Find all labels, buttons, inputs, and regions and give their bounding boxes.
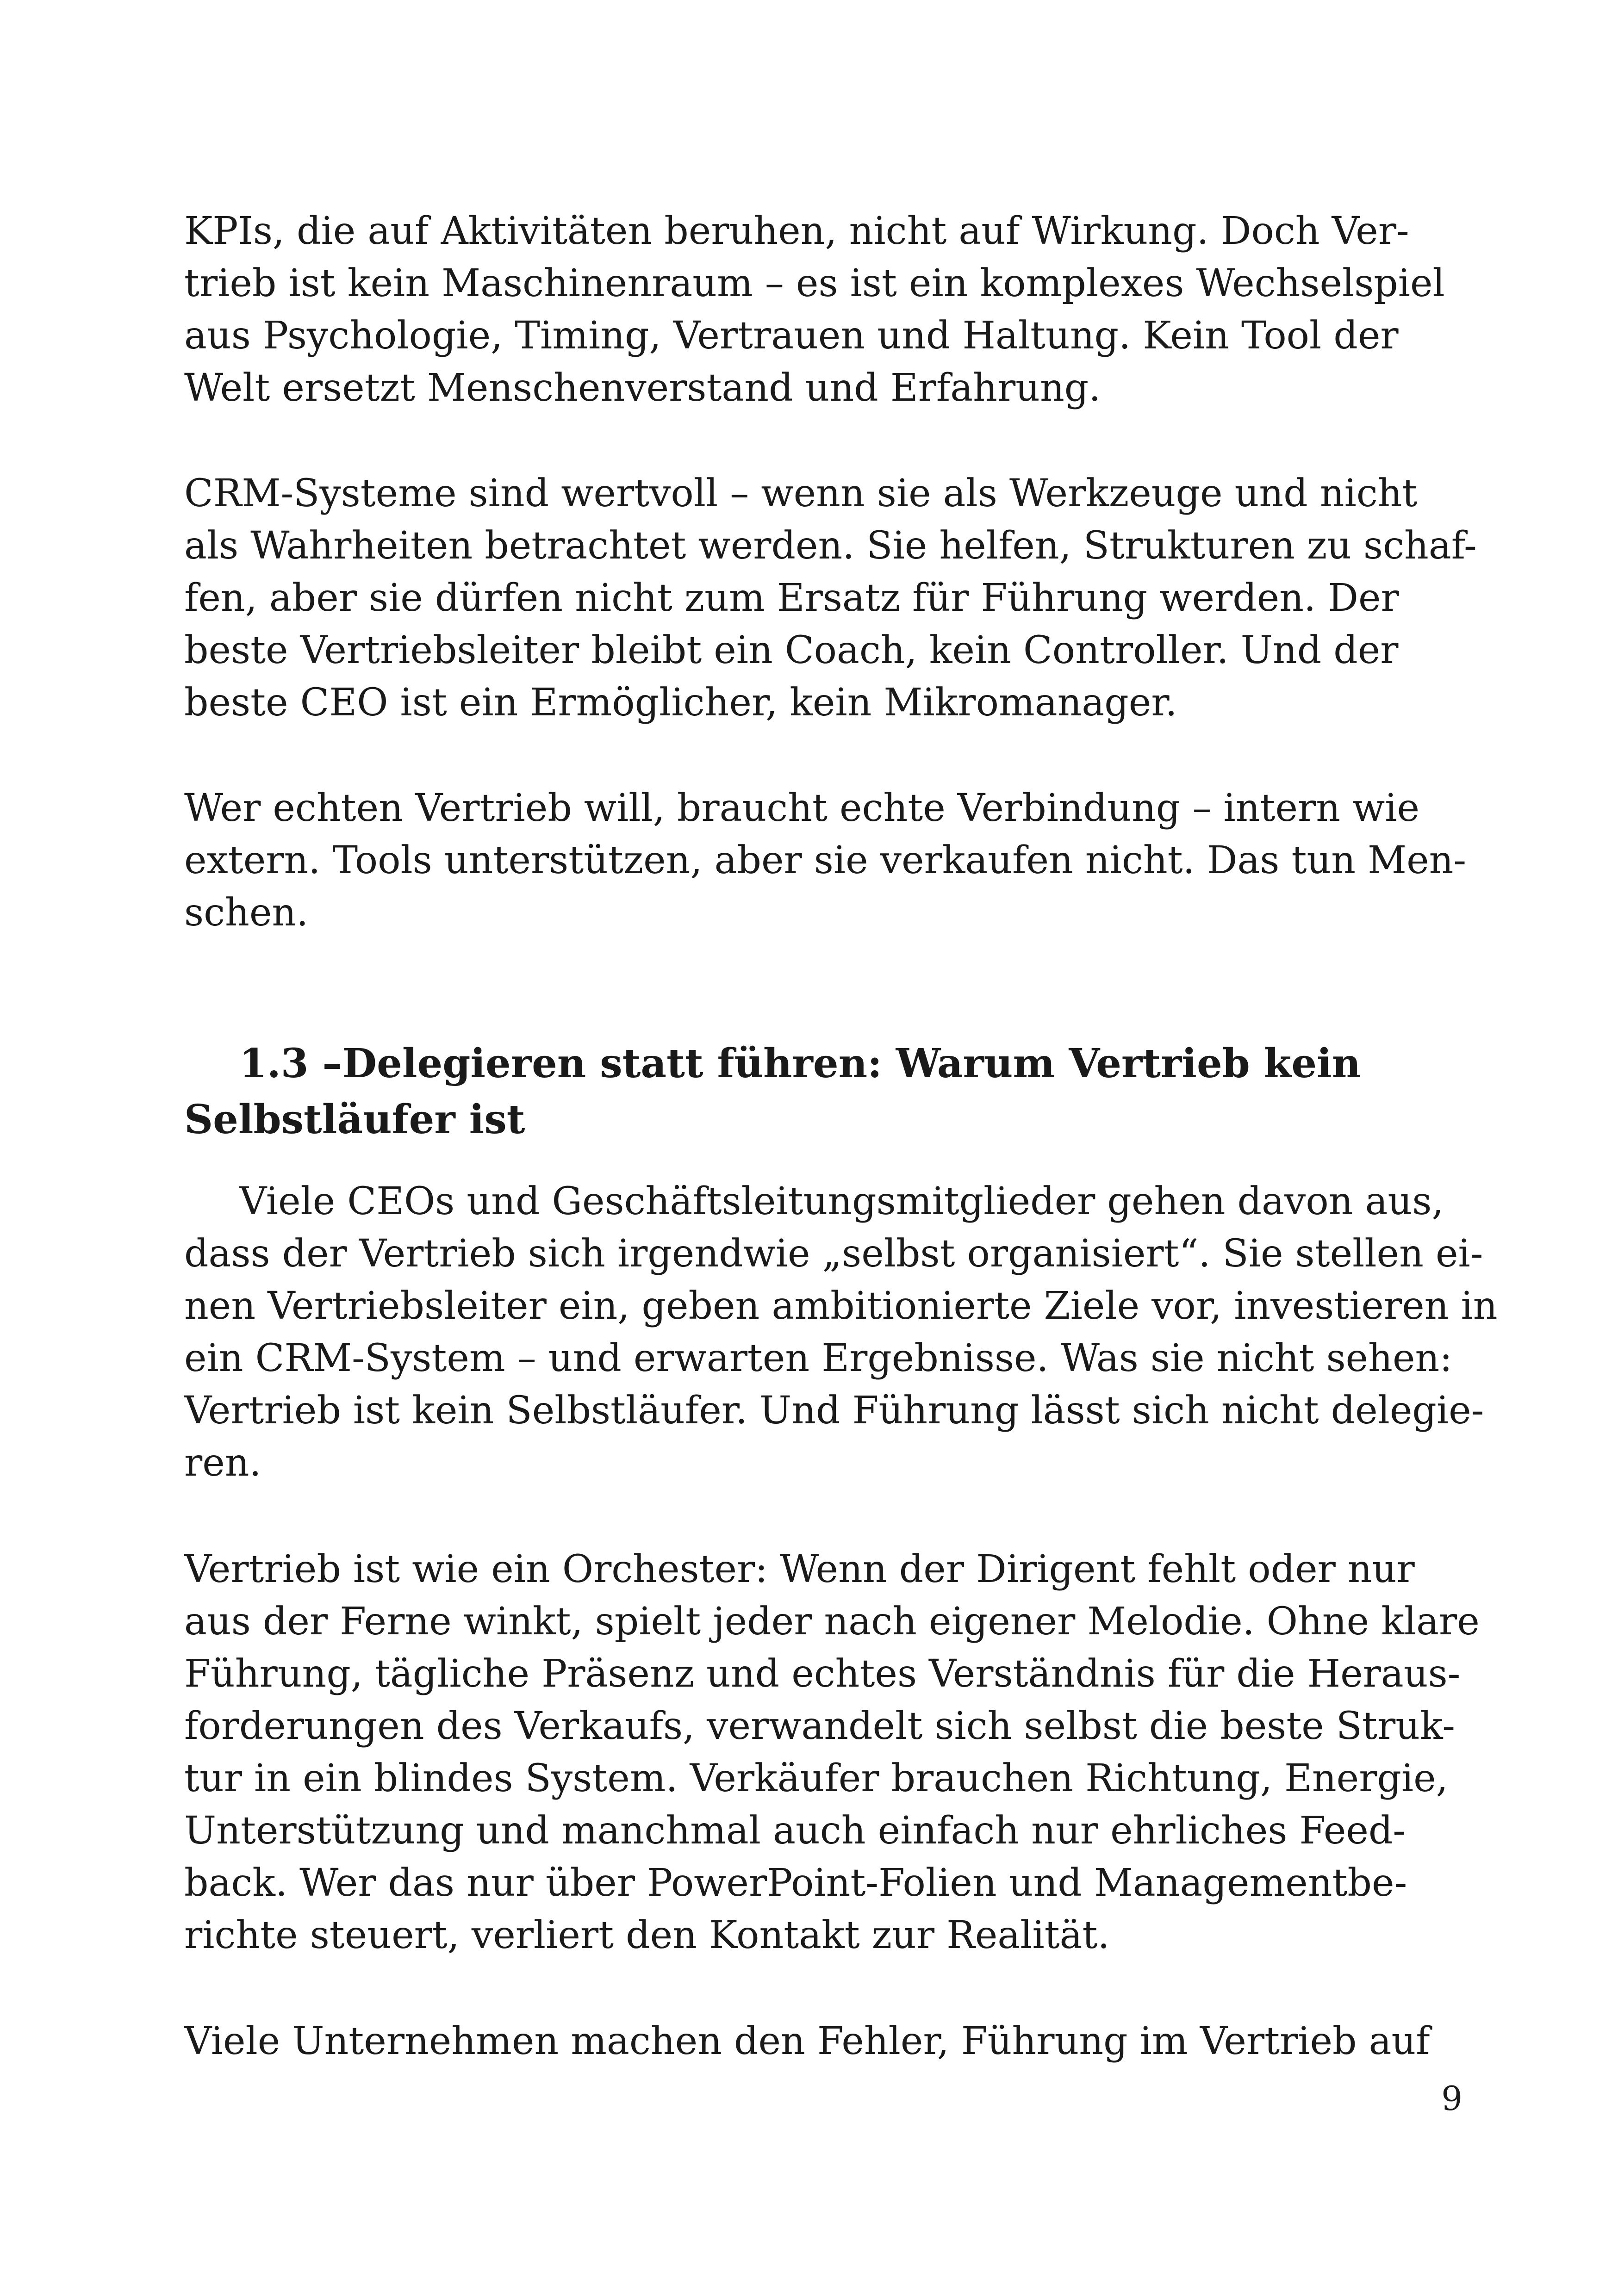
paragraph-5 [184, 1543, 1480, 1961]
text-line: Wer echten Vertrieb will, braucht echte Verbindung – intern wie [184, 786, 1420, 830]
text-line: KPIs, die auf Aktivitäten beruhen, nicht auf Wirkung. Doch Ver- [184, 209, 1409, 253]
text-line: beste CEO ist ein Ermöglicher, kein Mikromanager. [184, 681, 1177, 725]
text-line: Welt ersetzt Menschenverstand und Erfahrung. [184, 366, 1101, 410]
paragraph-1 [184, 205, 1462, 414]
text-line: Vertrieb ist kein Selbstläufer. Und Führung lässt sich nicht delegie- [184, 1389, 1484, 1433]
text-line: tur in ein blindes System. Verkäufer brauchen Richtung, Energie, [184, 1756, 1448, 1800]
text-line: back. Wer das nur über PowerPoint-Folien und Managementbe- [184, 1861, 1407, 1905]
text-line: Vertrieb ist wie ein Orchester: Wenn der Dirigent fehlt oder nur [184, 1547, 1415, 1591]
text-line: schen. [184, 891, 309, 935]
paragraph-4 [184, 1175, 1498, 1489]
text-line: aus der Ferne winkt, spielt jeder nach eigener Melodie. Ohne klare [184, 1600, 1480, 1644]
paragraph-6 [184, 2015, 1462, 2067]
section-heading [184, 1036, 1462, 1148]
text-line: richte steuert, verliert den Kontakt zur Realität. [184, 1913, 1110, 1957]
text-line: aus Psychologie, Timing, Vertrauen und Haltung. Kein Tool der [184, 314, 1399, 358]
text-line: beste Vertriebsleiter bleibt ein Coach, kein Controller. Und der [184, 628, 1399, 672]
text-line: forderungen des Verkaufs, verwandelt sich selbst die beste Struk- [184, 1704, 1455, 1748]
text-line: als Wahrheiten betrachtet werden. Sie helfen, Strukturen zu schaf- [184, 524, 1477, 568]
text-line: Viele CEOs und Geschäftsleitungsmitglieder gehen davon aus, [239, 1179, 1444, 1223]
text-line: fen, aber sie dürfen nicht zum Ersatz für Führung werden. Der [184, 576, 1399, 620]
text-line: extern. Tools unterstützen, aber sie verkaufen nicht. Das tun Men- [184, 838, 1467, 882]
text-line: Viele Unternehmen machen den Fehler, Führung im Vertrieb auf [184, 2019, 1430, 2063]
text-line: Führung, tägliche Präsenz und echtes Verständnis für die Heraus- [184, 1652, 1461, 1696]
text-line: ren. [184, 1441, 261, 1485]
text-line: CRM-Systeme sind wertvoll – wenn sie als Werkzeuge und nicht [184, 472, 1418, 515]
text-line: ein CRM-System – und erwarten Ergebnisse. Was sie nicht sehen: [184, 1336, 1452, 1380]
heading-line: Selbstläufer ist [184, 1096, 525, 1143]
text-line: Unterstützung und manchmal auch einfach nur ehrliches Feed- [184, 1809, 1406, 1853]
text-line: nen Vertriebsleiter ein, geben ambitionierte Ziele vor, investieren in [184, 1284, 1498, 1328]
page-number: 9 [1441, 2079, 1462, 2118]
paragraph-3 [184, 782, 1467, 939]
text-line: dass der Vertrieb sich irgendwie „selbst organisiert“. Sie stellen ei- [184, 1232, 1483, 1276]
text-line: trieb ist kein Maschinenraum – es ist ein komplexes Wechselspiel [184, 261, 1445, 305]
paragraph-2 [184, 467, 1477, 729]
heading-line: 1.3 –Delegieren statt führen: Warum Vertrieb kein [239, 1040, 1361, 1087]
